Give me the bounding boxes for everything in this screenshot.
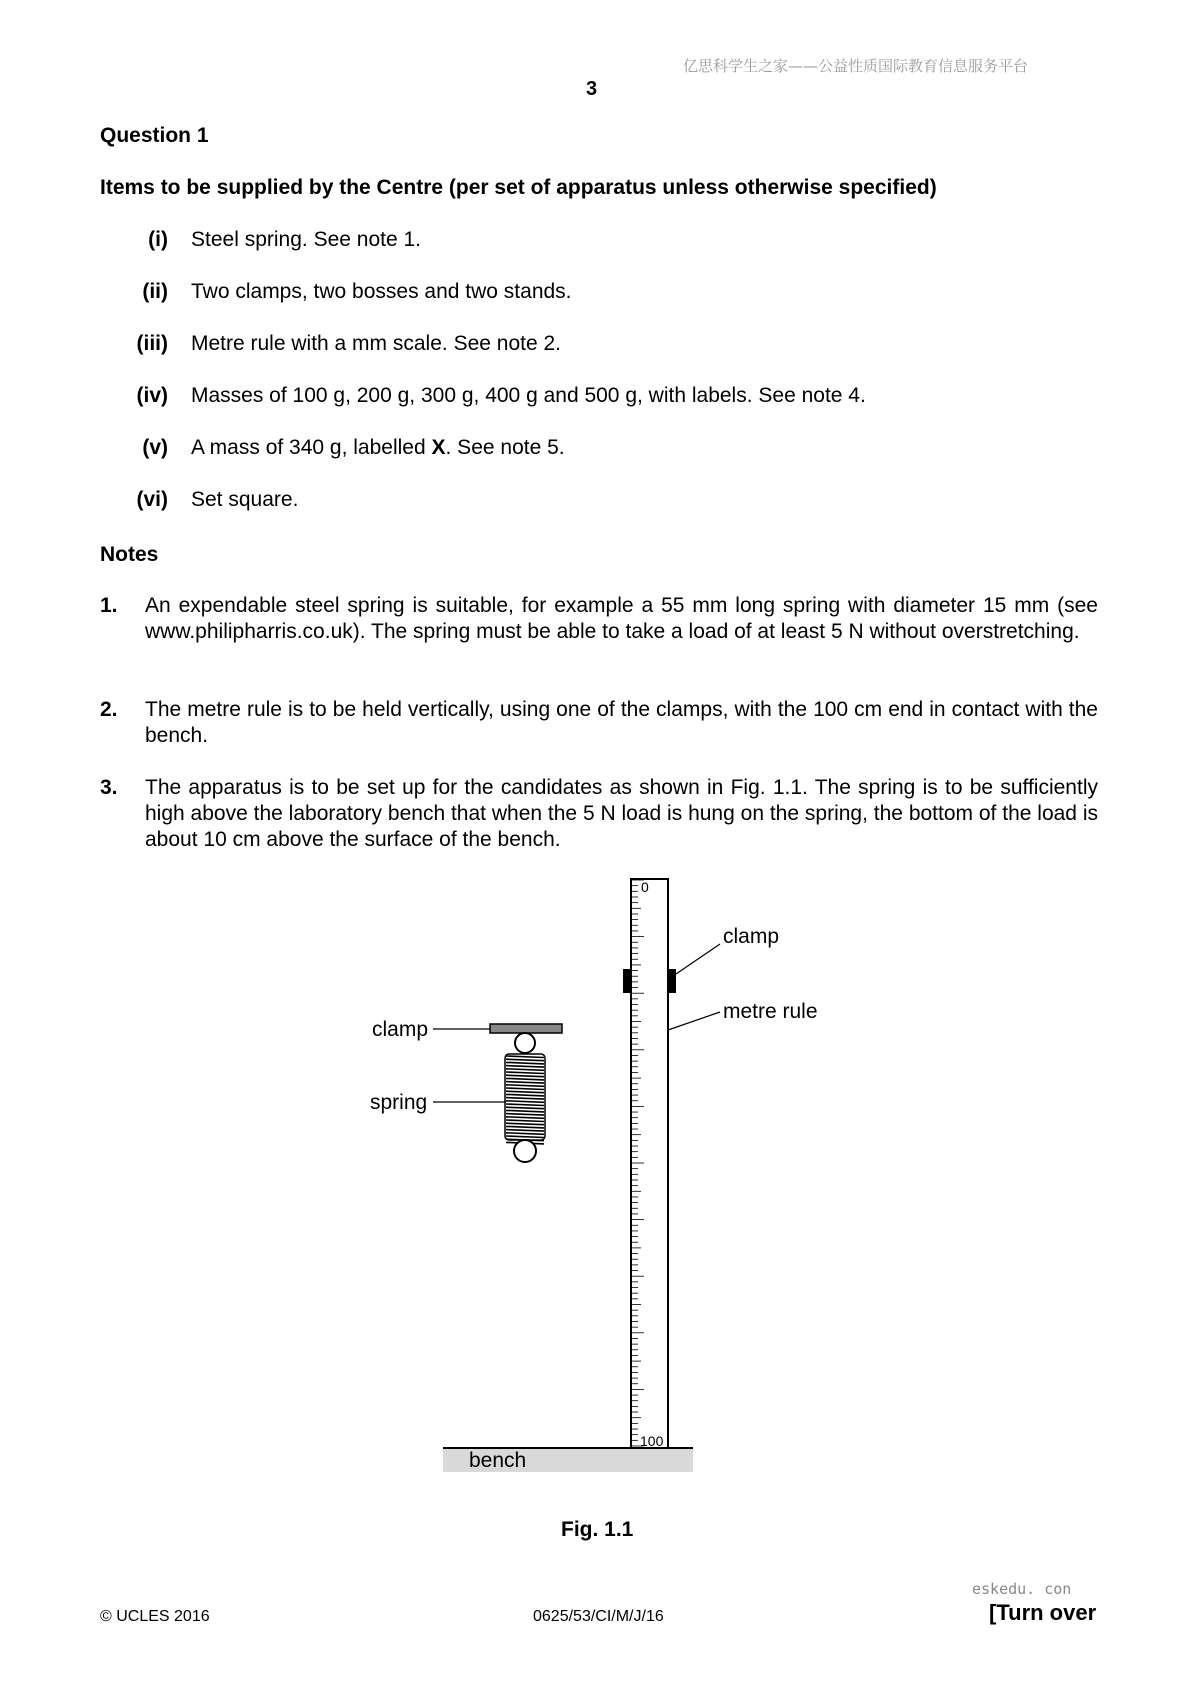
spring-coil [506,1101,544,1103]
spring-coil [506,1078,544,1080]
spring-coil [506,1117,544,1119]
item-text-bold: X [431,436,446,459]
spring-coil [506,1126,544,1128]
question-title: Question 1 [100,124,209,147]
item-text: Two clamps, two bosses and two stands. [191,280,572,303]
spring-coil [506,1075,544,1077]
clamp-right-label: clamp [723,925,780,948]
item-number: (vi) [136,488,168,511]
spring-coil [506,1130,544,1132]
spring-coil [506,1091,544,1093]
clamp-right-leader [676,944,720,974]
item-text: Metre rule with a mm scale. See note 2. [191,332,561,355]
turn-over: [Turn over [989,1600,1097,1625]
spring-coil [506,1088,544,1090]
item-number: (iii) [136,332,168,355]
item-number: (v) [142,436,168,459]
spring-coil [506,1094,544,1096]
page-number: 3 [586,78,598,100]
footer-watermark: eskedu. con [972,1580,1072,1598]
footer-code: 0625/53/CI/M/J/16 [533,1608,664,1625]
spring-label: spring [370,1091,428,1114]
spring-bottom-loop [514,1140,536,1162]
spring-coil [506,1066,544,1068]
rule-clamp-left-jaw [623,969,631,993]
spring-coil [506,1133,544,1135]
spring-top-loop [515,1033,535,1053]
footer-copyright: © UCLES 2016 [100,1608,210,1625]
item-text: Set square. [191,488,299,511]
spring-coil [506,1082,544,1084]
note-number: 1. [100,594,118,617]
spring-coil [506,1114,544,1116]
item-number: (ii) [142,280,168,303]
metre-rule [631,879,668,1448]
scale-label-top: 0 [641,879,649,895]
item-text: Masses of 100 g, 200 g, 300 g, 400 g and 500 g, with labels. See note 4. [191,384,866,407]
spring-coil [506,1104,544,1106]
spring-clamp-bar [490,1024,562,1033]
note-text: The metre rule is to be held vertically, using one of the clamps, with the 100 cm end in contact with the bench. [145,698,1098,747]
spring-coils [505,1054,545,1144]
bench-label: bench [469,1449,527,1472]
clamp-left-label: clamp [372,1018,429,1041]
spring-coil [506,1107,544,1109]
item-number: (iv) [136,384,168,407]
spring-coil [506,1059,544,1061]
metre-rule-leader [668,1012,720,1030]
spring-coil [506,1123,544,1125]
header-watermark: 亿思科学生之家——公益性质国际教育信息服务平台 [683,57,1029,75]
item-number: (i) [148,228,168,251]
spring-coil [506,1069,544,1071]
item-text: Steel spring. See note 1. [191,228,421,251]
item-text-after: . See note 5. [445,436,565,459]
spring-coil [506,1120,544,1122]
items-heading: Items to be supplied by the Centre (per set of apparatus unless otherwise specified) [100,176,937,199]
scale-label-bottom: 100 [640,1433,664,1449]
spring-coil [506,1072,544,1074]
spring-coil [506,1085,544,1087]
metre-rule-label: metre rule [723,1000,818,1023]
notes-heading: Notes [100,543,159,566]
rule-clamp-right-jaw [668,969,676,993]
spring-coil [506,1098,544,1100]
note-number: 3. [100,776,118,799]
spring-coil [506,1056,544,1058]
item-text-before: A mass of 340 g, labelled [191,436,432,459]
note-text: The apparatus is to be set up for the candidates as shown in Fig. 1.1. The spring is to be sufficiently high above the laboratory bench that when the 5 N load is hung on the spring, the bottom of the load is about 10 cm above the surface of the bench. [145,776,1098,851]
note-number: 2. [100,698,118,721]
spring-coil [506,1136,544,1138]
figure-caption: Fig. 1.1 [561,1518,634,1541]
note-text: An expendable steel spring is suitable, for example a 55 mm long spring with diameter 15 mm (see www.philipharris.co.uk). The spring must be able to take a load of at least 5 N without overstretching. [145,594,1098,643]
spring-coil [506,1110,544,1112]
spring-coil [506,1062,544,1064]
